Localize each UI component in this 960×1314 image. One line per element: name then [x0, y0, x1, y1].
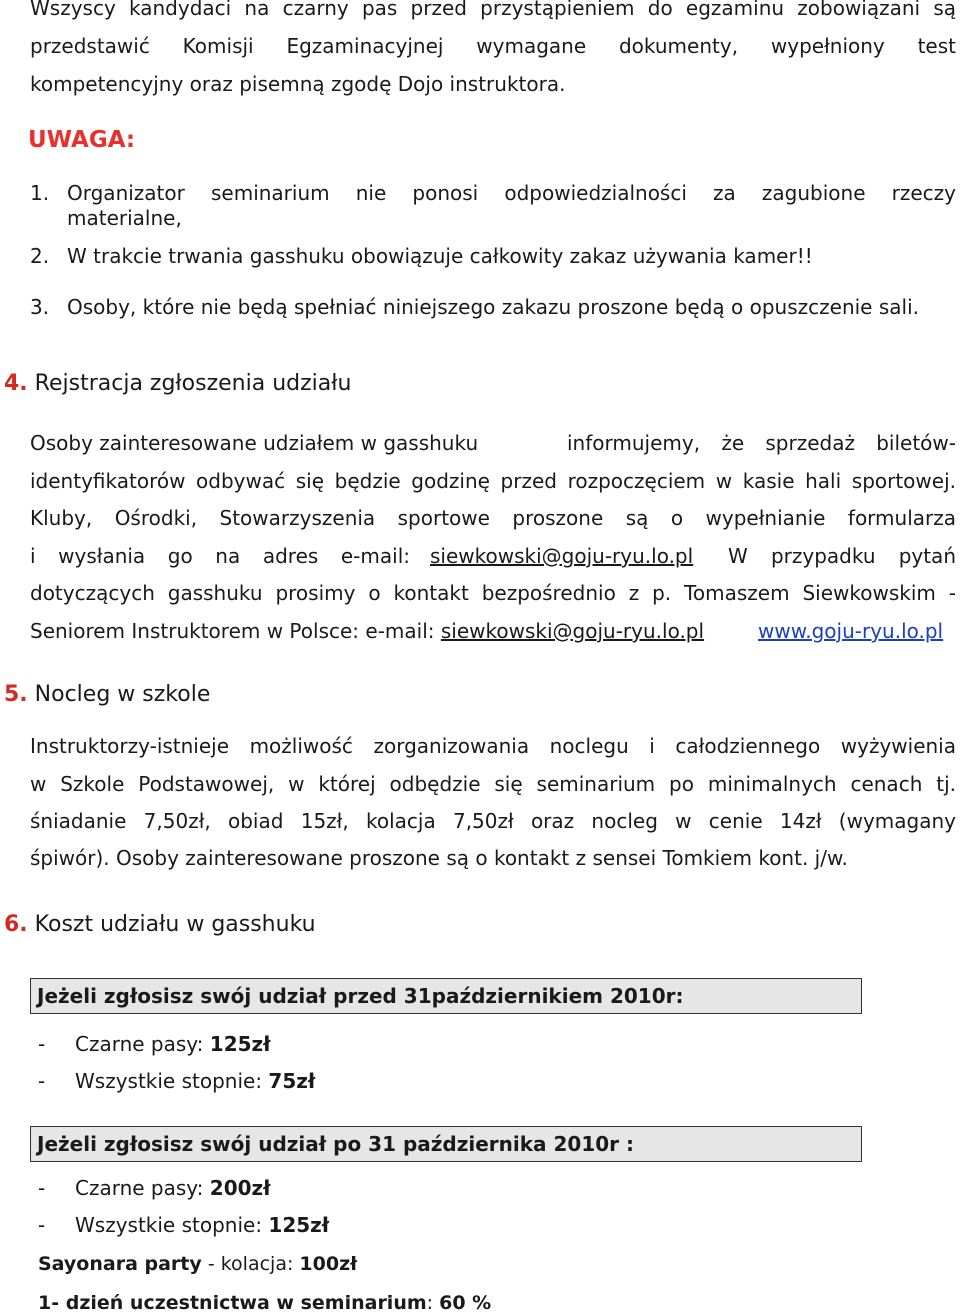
email-link-1[interactable]: siewkowski@goju-ryu.lo.pl	[430, 544, 694, 568]
price-label: Wszystkie stopnie:	[75, 1213, 269, 1237]
section-5-line-3: śniadanie 7,50zł, obiad 15zł, kolacja 7,50zł oraz nocleg w cenie 14zł (wymagany	[30, 809, 956, 833]
intro-line-1: Wszyscy kandydaci na czarny pas przed przystąpieniem do egzaminu zobowiązani są	[30, 0, 956, 20]
single-day-label: 1- dzień uczestnictwa w seminarium	[38, 1292, 427, 1314]
intro-line-3: kompetencyjny oraz pisemną zgodę Dojo instruktora.	[30, 72, 566, 96]
price-value: 125zł	[209, 1032, 271, 1056]
section-5-number: 5.	[4, 682, 28, 707]
section-6-number: 6.	[4, 912, 28, 937]
single-day-value: 60 %	[439, 1292, 492, 1314]
warning-item-3-num: 3.	[30, 295, 50, 319]
bullet-dash: -	[38, 1176, 46, 1200]
price-item-late-black-belt	[75, 1176, 271, 1200]
bullet-dash: -	[38, 1069, 46, 1093]
price-value: 75zł	[268, 1069, 316, 1093]
warning-label: UWAGA:	[28, 127, 136, 153]
section-5-line-4: śpiwór). Osoby zainteresowane proszone są o kontakt z sensei Tomkiem kont. j/w.	[30, 846, 848, 870]
sayonara-mid: - kolacja:	[201, 1253, 300, 1275]
section-4-line-3: Kluby, Ośrodki, Stowarzyszenia sportowe proszone są o wypełnianie formularza	[30, 506, 956, 530]
price-item-early-black-belt	[75, 1032, 271, 1056]
section-4-heading	[4, 371, 351, 396]
price-value: 200zł	[209, 1176, 271, 1200]
warning-item-1-num: 1.	[30, 181, 50, 205]
section-4-title: Rejstracja zgłoszenia udziału	[34, 371, 352, 396]
warning-item-3: Osoby, które nie będą spełniać niniejszego zakazu proszone będą o opuszczenie sali.	[67, 295, 919, 319]
section-4-number: 4.	[4, 371, 28, 396]
section-4-line-4a: i wysłania go na adres e-mail:	[30, 544, 410, 568]
price-label: Wszystkie stopnie:	[75, 1069, 269, 1093]
section-4-line-6	[30, 619, 704, 643]
section-4-line-2: identyfikatorów odbywać się będzie godzinę przed rozpoczęciem w kasie hali sportowej.	[30, 469, 956, 493]
sayonara-party-price	[38, 1253, 357, 1275]
warning-item-2: W trakcie trwania gasshuku obowiązuje całkowity zakaz używania kamer!!	[67, 244, 813, 268]
section-5-line-1: Instruktorzy-istnieje możliwość zorganizowania noclegu i całodziennego wyżywienia	[30, 734, 956, 758]
section-6-title: Koszt udziału w gasshuku	[34, 912, 316, 937]
email-link-2[interactable]: siewkowski@goju-ryu.lo.pl	[440, 619, 705, 643]
website-link[interactable]: www.goju-ryu.lo.pl	[758, 619, 944, 643]
price-box-early: Jeżeli zgłosisz swój udział przed 31październikiem 2010r:	[30, 978, 862, 1014]
single-day-price	[38, 1292, 491, 1314]
warning-item-1-cont: materialne,	[67, 206, 182, 230]
bullet-dash: -	[38, 1032, 46, 1056]
price-label: Czarne pasy:	[75, 1176, 210, 1200]
section-5-title: Nocleg w szkole	[34, 682, 211, 707]
single-day-mid: :	[426, 1292, 440, 1314]
sayonara-value: 100zł	[299, 1253, 358, 1275]
price-label: Czarne pasy:	[75, 1032, 210, 1056]
bullet-dash: -	[38, 1213, 46, 1237]
price-item-late-all-grades	[75, 1213, 329, 1237]
price-box-late: Jeżeli zgłosisz swój udział po 31 października 2010r :	[30, 1126, 862, 1162]
price-item-early-all-grades	[75, 1069, 315, 1093]
price-value: 125zł	[268, 1213, 330, 1237]
section-4-line-1a: Osoby zainteresowane udziałem w gasshuku	[30, 431, 479, 455]
section-4-line-6a: Seniorem Instruktorem w Polsce: e-mail:	[30, 619, 435, 643]
section-4-line-4b: W przypadku pytań	[728, 544, 956, 568]
sayonara-label: Sayonara party	[38, 1253, 202, 1275]
intro-line-2: przedstawić Komisji Egzaminacyjnej wymagane dokumenty, wypełniony test	[30, 34, 956, 58]
section-4-line-1b: informujemy, że sprzedaż biletów-	[567, 431, 956, 455]
section-5-line-2: w Szkole Podstawowej, w której odbędzie się seminarium po minimalnych cenach tj.	[30, 772, 956, 796]
section-6-heading	[4, 912, 316, 937]
warning-item-2-num: 2.	[30, 244, 50, 268]
section-4-line-5: dotyczących gasshuku prosimy o kontakt bezpośrednio z p. Tomaszem Siewkowskim -	[30, 581, 956, 605]
warning-item-1: Organizator seminarium nie ponosi odpowiedzialności za zagubione rzeczy	[67, 181, 956, 205]
section-5-heading	[4, 682, 210, 707]
